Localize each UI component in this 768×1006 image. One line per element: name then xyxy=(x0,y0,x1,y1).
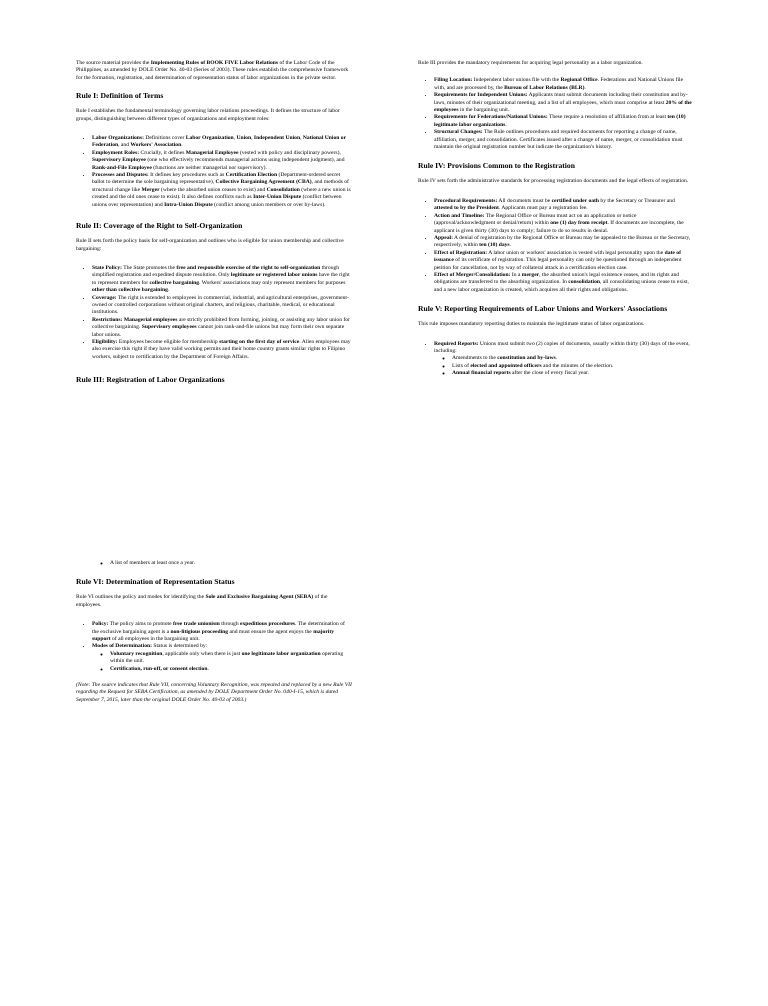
text-span: Rule II sets forth the policy basis for self-organization and outlines who is eligible for union membership and collective bargaining: xyxy=(76,238,344,252)
bold-text: Certification, run-off, or consent election xyxy=(110,665,208,672)
rule-6-list xyxy=(76,621,352,651)
text-span: , xyxy=(251,135,254,142)
text-span: of the Labor Code of the Philippines, as amended by DOLE Order No. 40-03 (Series of 2003). These rules establish the comprehensive framework for the formation, registration, and determination of representation status of labor organizations in the private sector. xyxy=(76,60,349,81)
rule-4-heading: Rule IV: Provisions Common to the Registration xyxy=(418,161,575,171)
bold-text: non-litigious proceeding xyxy=(170,628,229,635)
bold-text: one legitimate labor organization xyxy=(241,650,321,657)
text-span: (functions are neither managerial nor supervisory). xyxy=(151,164,267,171)
text-span: Status is determined by: xyxy=(151,643,208,650)
text-span: . xyxy=(167,287,170,294)
bold-text: Requirements for Federations/National Unions: xyxy=(434,114,548,121)
text-span: Unions must submit two (2) copies of documents, usually within thirty (30) days of the event, including: xyxy=(434,340,690,354)
bold-text: Intra-Union Dispute xyxy=(164,201,213,208)
text-span: This rule imposes mandatory reporting duties to maintain the legitimate status of labor organizations. xyxy=(418,321,645,328)
text-span: . If documents are incomplete, the applicant is given thirty (30) days to comply; failure to do so results in denial. xyxy=(434,220,684,234)
text-span: A labor union or workers' association is vested with legal personality upon the xyxy=(487,249,665,256)
list-item xyxy=(92,295,352,317)
text-span: by the Secretary or Treasurer and xyxy=(599,197,675,204)
bold-text: 20% of the employees xyxy=(434,99,692,114)
bold-text: free and responsible exercise of the right to self-organization xyxy=(176,264,321,271)
bold-text: Action and Timeline: xyxy=(434,212,485,219)
rule-2-heading: Rule II: Coverage of the Right to Self-Organization xyxy=(76,221,243,231)
text-span: of all employees in the bargaining unit. xyxy=(110,636,200,643)
text-span: , and xyxy=(118,142,131,149)
text-span: Lists of xyxy=(452,362,471,369)
bold-text: expeditious procedures xyxy=(240,621,295,628)
text-span: after the close of every fiscal year. xyxy=(510,370,589,377)
rule-5-sublist xyxy=(418,355,694,377)
text-span: All documents must be xyxy=(497,197,552,204)
list-item xyxy=(452,370,694,377)
list-item xyxy=(110,666,352,673)
text-span: in the bargaining unit. xyxy=(458,107,510,114)
text-span: The right is extended to employees in commercial, industrial, and agricultural enterprises, government-owned or controlled corporations without original charters, and religious, charitable, medical, or educational institutions. xyxy=(92,294,349,316)
text-span: through xyxy=(219,621,241,628)
text-span: Rule IV sets forth the administrative standards for processing registration documents and the legal effects of registration. xyxy=(418,178,689,185)
text-span: The State promotes the xyxy=(121,264,177,271)
list-item xyxy=(434,92,694,114)
right-column xyxy=(418,60,694,378)
list-item xyxy=(434,341,694,356)
list-item xyxy=(434,198,694,213)
bold-text: Effect of Merger/Consolidation: xyxy=(434,271,511,278)
text-span: and the minutes of the election. xyxy=(541,362,614,369)
list-item xyxy=(92,150,352,172)
text-span: (where the absorbed union ceases to exist) and xyxy=(159,186,267,193)
list-item xyxy=(92,643,352,650)
list-item xyxy=(110,651,352,666)
text-span: A denial of registration by the Regional Office or Bureau may be appealed to the Bureau or the Secretary, respectively, within xyxy=(434,234,691,249)
rule-2-list xyxy=(76,265,352,361)
bold-text: majority support xyxy=(92,628,335,643)
list-item xyxy=(434,235,694,250)
bold-text: Labor Organizations: xyxy=(92,135,144,142)
text-span: Crucially, it defines xyxy=(139,149,186,156)
bold-text: legitimate or registered labor unions xyxy=(230,272,318,279)
bold-text: Consolidation xyxy=(266,186,300,193)
bold-text: Employment Roles: xyxy=(92,149,140,156)
text-span: The Regional Office or Bureau must act on an application or notice (approval/acknowledgment or denial/return) within xyxy=(434,212,637,227)
rule-2-paragraph xyxy=(76,238,352,253)
text-span: . xyxy=(181,142,183,149)
bold-text: Regional Office xyxy=(560,77,598,84)
text-span: (one who effectively recommends managerial actions using independent judgment), and xyxy=(145,157,345,164)
bold-text: Collective Bargaining Agreement (CBA) xyxy=(215,179,312,186)
bold-text: National Union or Federation xyxy=(92,135,346,149)
bold-text: Procedural Requirements: xyxy=(434,197,498,204)
rule-3-list xyxy=(418,77,694,151)
text-span: have the right to represent members for xyxy=(92,272,350,286)
text-span: , xyxy=(300,135,303,142)
list-item xyxy=(92,317,352,339)
bold-text: Required Reports: xyxy=(434,340,479,347)
bold-text: Appeal: xyxy=(434,234,453,241)
text-span: Definitions cover xyxy=(143,135,186,142)
text-span: (where a new union is created and the old ones cease to exist). It also defines conflicts such as xyxy=(92,186,351,201)
text-span: cannot join rank-and-file unions but may form their own separate labor unions. xyxy=(92,324,345,338)
text-span: . xyxy=(505,121,507,128)
text-span: (conflict among union members or over by-laws). xyxy=(212,201,326,208)
text-span: Rule I establishes the fundamental terminology governing labor relations proceedings. It defines the structure of labor groups, distinguishing between different types of organizations and employment roles: xyxy=(76,108,340,122)
bold-text: starting on the first day of service xyxy=(219,338,300,345)
text-span: . xyxy=(584,84,586,91)
text-span: . xyxy=(207,665,209,672)
text-span: . Alien employees may also exercise this right if they have valid working permits and their home country grants similar rights to Filipino workers, subject to certification by the Department of Foreign Affairs. xyxy=(92,338,351,360)
rule-1-list xyxy=(76,135,352,209)
bold-text: Certification Election xyxy=(225,172,278,179)
rule-4-list xyxy=(418,198,694,294)
bold-text: consolidation xyxy=(568,279,600,286)
bold-text: date of issuance xyxy=(434,249,681,264)
text-span: , all consolidating unions cease to exist, and a new labor organization is created, which acquires all their rights and obligations. xyxy=(434,279,689,293)
bold-text: Merger xyxy=(141,186,160,193)
bold-text: constitution and by-laws xyxy=(497,355,556,362)
list-item xyxy=(434,129,694,151)
rule-1-heading: Rule I: Definition of Terms xyxy=(76,91,164,101)
text-span: Amendments to the xyxy=(452,355,498,362)
rule-5-list xyxy=(418,341,694,356)
text-span: . Workers' associations may only represent members for purposes xyxy=(199,279,346,286)
list-item xyxy=(92,621,352,643)
bold-text: Supervisory Employee xyxy=(92,157,146,164)
text-span: , and methods of structural change like xyxy=(92,179,349,193)
bold-text: Sole and Exclusive Bargaining Agent (SEBA) xyxy=(205,594,314,601)
rule-6-sublist xyxy=(76,651,352,673)
left-lower-block xyxy=(76,560,352,704)
bold-text: Structural Changes: xyxy=(434,129,483,136)
bold-text: ten (10) legitimate labor organizations xyxy=(434,114,686,128)
text-span: . xyxy=(555,355,558,362)
bold-text: one (1) day from receipt xyxy=(550,220,608,227)
text-span: . Applicants must pay a registration fee. xyxy=(498,205,588,212)
bold-text: Workers' Association xyxy=(130,142,182,149)
list-item xyxy=(434,250,694,272)
bold-text: Labor Organization xyxy=(185,135,234,142)
rule-6-heading: Rule VI: Determination of Representation Status xyxy=(76,577,235,587)
text-span: The source material provides the xyxy=(76,60,151,66)
rule-4-paragraph xyxy=(418,178,694,185)
bold-text: attested to by the President xyxy=(434,205,499,212)
text-span: Employees become eligible for membership xyxy=(117,338,220,345)
text-span: of the employees. xyxy=(76,594,328,608)
bold-text: Supervisory employees xyxy=(141,324,197,331)
text-span: The policy aims to promote xyxy=(108,621,173,628)
text-span: Rule VI outlines the policy and modes for identifying the xyxy=(76,594,206,601)
text-span: . Federations and National Unions file with, and are processed by, the xyxy=(434,77,684,91)
bold-text: State Policy: xyxy=(92,264,122,271)
bold-text: Managerial employees xyxy=(123,316,178,323)
bold-text: ten (10) days xyxy=(479,242,510,249)
rule-3-intro xyxy=(418,60,694,67)
bold-text: Policy: xyxy=(92,621,109,628)
text-span: Rule III provides the mandatory requirements for acquiring legal personality as a labor organization. xyxy=(418,60,643,66)
text-span: operating within the unit. xyxy=(110,650,344,665)
list-item xyxy=(92,265,352,295)
text-span: . The determination of the exclusive bargaining agent is a xyxy=(92,621,345,635)
sublist-item: ◦ A list of members at least once a year. xyxy=(110,560,352,567)
bold-text: Rank-and-File Employee xyxy=(92,164,152,171)
bold-text: certified under oath xyxy=(551,197,600,204)
text-span: The Rule outlines procedures and required documents for reporting a change of name, affiliation, merger, and consolidation. Certificates issued after a change of name, merger, or consolidation must maintain the original registration number but indicate the organization's history. xyxy=(434,129,683,151)
bold-text: Filing Location: xyxy=(434,77,473,84)
rule-1-paragraph xyxy=(76,108,352,123)
bold-text: Annual financial reports xyxy=(452,370,511,377)
bold-text: Voluntary recognition xyxy=(110,650,163,657)
list-item xyxy=(434,114,694,129)
bold-text: collective bargaining xyxy=(149,279,200,286)
text-span: and must ensure the agent enjoys the xyxy=(228,628,314,635)
text-span: These require a resolution of affiliation from at least xyxy=(547,114,668,121)
rule-6-note: (Note: The source indicates that Rule VII, concerning Voluntary Recognition, was repealed and replaced by a new Rule VII regarding the Request for SEBA Certification, as amended by DOLE Department Order No. 040-I-15, which is dated September 7, 2015, later than the original DOLE Order No. 40-03 of 2003.) xyxy=(76,682,352,703)
text-span: (Department-ordered secret ballot to determine the sole bargaining representative), xyxy=(92,172,341,186)
text-span: In a xyxy=(510,271,522,278)
rule-3-continued-sublist xyxy=(76,560,352,567)
rule-5-paragraph xyxy=(418,321,694,328)
list-item xyxy=(434,272,694,294)
text-span: through simplified registration and expedited dispute resolution. Only xyxy=(92,264,340,279)
text-span: , the absorbed union's legal existence ceases, and its rights and obligations are transferred to the absorbing organization. In xyxy=(434,271,680,286)
left-column xyxy=(76,60,352,703)
bold-text: Bureau of Labor Relations (BLR) xyxy=(504,84,585,91)
list-item xyxy=(434,77,694,92)
rule-6-paragraph xyxy=(76,594,352,609)
text-span: It defines key procedures such as xyxy=(148,172,226,179)
bold-text: Inter-Union Dispute xyxy=(253,194,302,201)
list-item xyxy=(92,172,352,209)
bold-text: Independent Union xyxy=(253,135,301,142)
list-item xyxy=(92,135,352,150)
text-span: (vested with policy and disciplinary powers), xyxy=(238,149,341,156)
text-span: are strictly prohibited from forming, joining, or assisting any labor union for collective bargaining. xyxy=(92,316,350,331)
list-item xyxy=(434,213,694,235)
intro-paragraph xyxy=(76,60,352,82)
bold-text: merger xyxy=(521,271,540,278)
bold-text: free trade unionism xyxy=(173,621,220,628)
bold-text: elected and appointed officers xyxy=(470,362,542,369)
bold-text: Union xyxy=(236,135,252,142)
bold-text: Modes of Determination: xyxy=(92,643,152,650)
text-span: . xyxy=(509,242,512,249)
list-item xyxy=(92,339,352,361)
bold-text: Coverage: xyxy=(92,294,117,301)
text-span: , xyxy=(233,135,237,142)
bold-text: Requirements for Independent Unions: xyxy=(434,92,528,99)
text-span: Applicants must submit documents including their constitution and by-laws, minutes of their organizational meeting, and a list of all employees, which must comprise at least xyxy=(434,92,688,106)
bold-text: Restrictions: xyxy=(92,316,123,323)
bold-text: Processes and Disputes: xyxy=(92,172,149,179)
bold-text: Effect of Registration: xyxy=(434,249,488,256)
text-span: of its certificate of registration. This legal personality can only be questioned through an independent petition for cancellation, not by way of collateral attack in a certification election case. xyxy=(434,257,682,271)
text-span: Independent labor unions file with the xyxy=(472,77,561,84)
rule-5-heading: Rule V: Reporting Requirements of Labor Unions and Workers' Associations xyxy=(418,304,668,314)
bold-text: other than collective bargaining xyxy=(92,287,168,294)
bold-text: Implementing Rules of BOOK FIVE Labor Relations xyxy=(150,60,279,66)
text-span: (conflict between unions over representation) and xyxy=(92,194,342,208)
bold-text: Managerial Employee xyxy=(185,149,239,156)
list-item xyxy=(452,355,694,362)
text-span: , applicable only when there is just xyxy=(162,650,242,657)
bold-text: Eligibility: xyxy=(92,338,118,345)
rule-3-heading: Rule III: Registration of Labor Organizations xyxy=(76,375,225,385)
